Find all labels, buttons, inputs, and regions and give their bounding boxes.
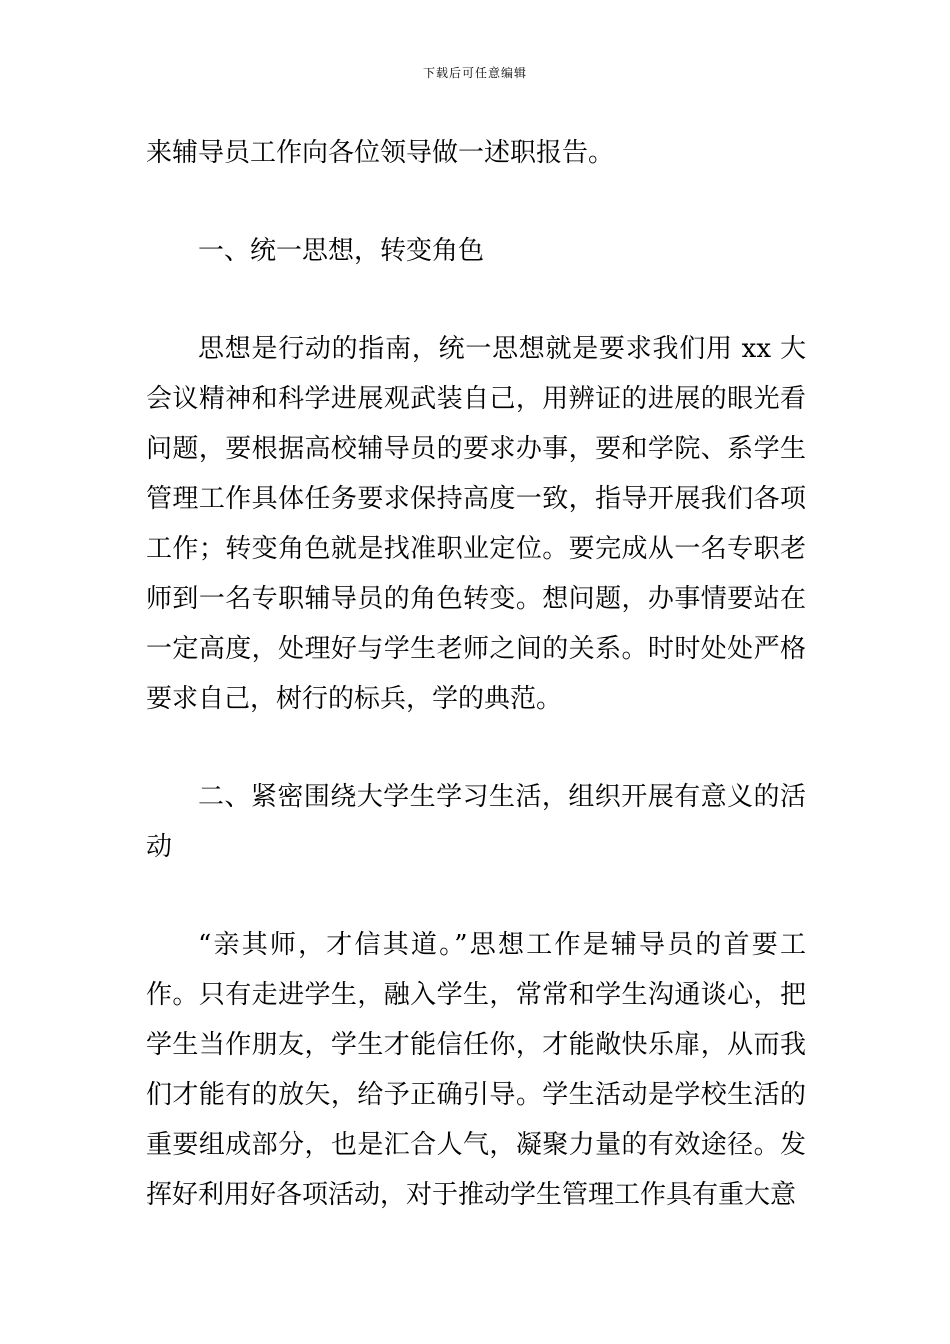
section-heading-1: 一、统一思想，转变角色 (198, 236, 485, 266)
paragraph-section-2: “亲其师，才信其道。”思想工作是辅导员的首要工作。只有走进学生，融入学生，常常和学生沟通谈心，把学生当作朋友，学生才能信任你，才能敞快乐扉，从而我们才能有的放矢，给予正确引导。学生活动是学校生活的重要组成部分，也是汇合人气，凝聚力量的有效途径。发挥好利用好各项活动，对于推动学生管理工作具有重大意 (146, 930, 806, 1210)
page-header-note: 下载后可任意编辑 (422, 66, 527, 80)
paragraph-section-1: 思想是行动的指南，统一思想就是要求我们用 xx 大会议精神和科学进展观武装自己，用辨证的进展的眼光看问题，要根据高校辅导员的要求办事，要和学院、系学生管理工作具体任务要求保持高度一致，指导开展我们各项工作；转变角色就是找准职业定位。要完成从一名专职老师到一名专职辅导员的角色转变。想问题，办事情要站在一定高度，处理好与学生老师之间的关系。时时处处严格要求自己，树行的标兵，学的典范。 (146, 334, 806, 714)
section-heading-2: 二、紧密围绕大学生学习生活，组织开展有意义的活动 (146, 782, 806, 862)
document-body (146, 128, 806, 1220)
paragraph-continuation: 来辅导员工作向各位领导做一述职报告。 (146, 138, 615, 168)
